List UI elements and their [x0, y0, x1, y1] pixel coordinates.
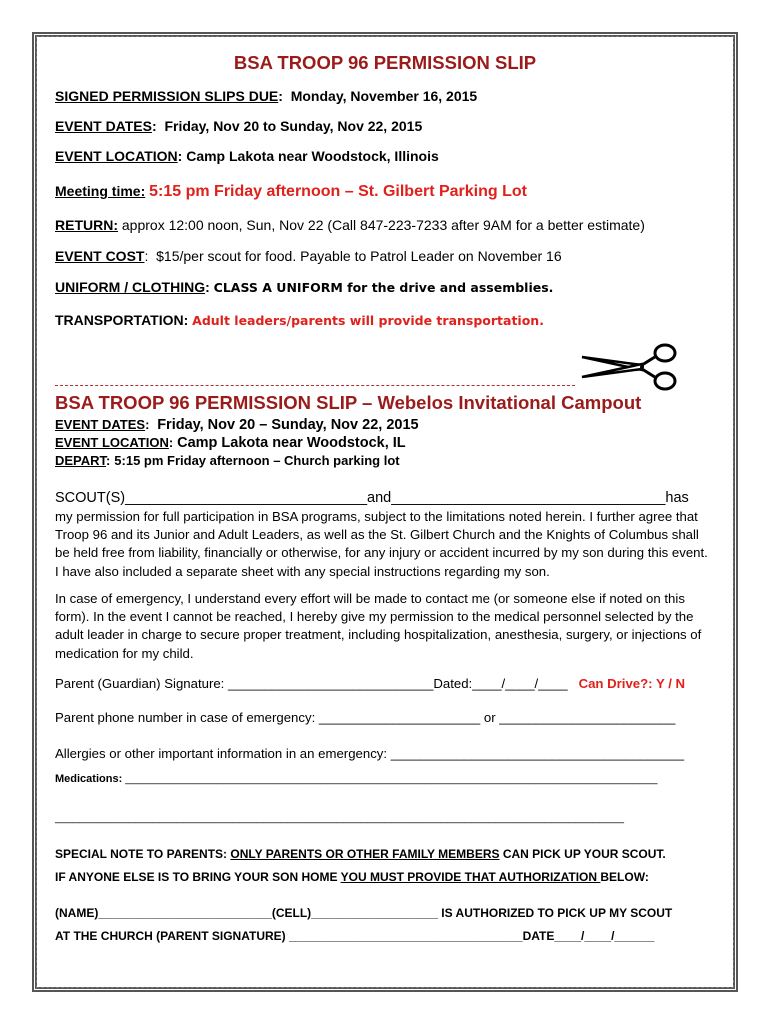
authorized-name-cell-field[interactable]: (NAME)__________________________(CELL)___________________ IS AUTHORIZED TO PICK UP MY SCOUT: [55, 906, 673, 920]
scissors-icon: [580, 343, 680, 391]
phone-field[interactable]: Parent phone number in case of emergency: ______________________ or ________________________: [55, 710, 676, 725]
dates-value: Friday, Nov 20 to Sunday, Nov 22, 2015: [164, 118, 423, 134]
slip-depart-value: 5:15 pm Friday afternoon – Church parking lot: [114, 453, 400, 468]
signature-line: [55, 676, 685, 691]
meeting-label: Meeting time:: [55, 183, 146, 199]
due-line: SIGNED PERMISSION SLIPS DUE: Monday, November 16, 2015: [55, 88, 478, 104]
medications-label: Medications:: [55, 773, 123, 785]
return-value: approx 12:00 noon, Sun, Nov 22 (Call 847-223-7233 after 9AM for a better estimate): [121, 217, 645, 233]
transport-value: Adult leaders/parents will provide transportation.: [192, 313, 544, 328]
slip-location-label: EVENT LOCATION: [55, 435, 169, 450]
return-label: RETURN:: [55, 217, 118, 233]
authorization-note: [55, 870, 649, 884]
location-line: EVENT LOCATION: Camp Lakota near Woodstock, Illinois: [55, 148, 439, 164]
location-value: Camp Lakota near Woodstock, Illinois: [186, 148, 439, 164]
special-note-prefix: SPECIAL NOTE TO PARENTS:: [55, 847, 231, 861]
cost-label: EVENT COST: [55, 248, 145, 264]
cost-value: $15/per scout for food. Payable to Patrol Leader on November 16: [156, 248, 562, 264]
special-note-emphasis: ONLY PARENTS OR OTHER FAMILY MEMBERS: [230, 847, 500, 861]
location-label: EVENT LOCATION: [55, 148, 178, 164]
parent-signature-date-field[interactable]: AT THE CHURCH (PARENT SIGNATURE) ___________________________________DATE____/____/______: [55, 929, 655, 943]
can-drive-field[interactable]: Can Drive?: Y / N: [578, 676, 686, 691]
page-title: BSA TROOP 96 PERMISSION SLIP: [233, 52, 537, 73]
special-note: [55, 847, 666, 861]
slip-depart-line: DEPART: 5:15 pm Friday afternoon – Church parking lot: [55, 453, 400, 468]
slip-location-value: Camp Lakota near Woodstock, IL: [177, 435, 406, 451]
slip-dates-value: Friday, Nov 20 – Sunday, Nov 22, 2015: [157, 417, 419, 433]
slip-depart-label: DEPART: [55, 453, 107, 468]
scouts-field[interactable]: SCOUT(S)______________________________and__________________________________has: [55, 490, 689, 506]
cut-line: [55, 385, 575, 386]
signature-field[interactable]: Parent (Guardian) Signature: ____________________________Dated:____/____/____: [55, 676, 568, 691]
return-line: [55, 217, 645, 233]
medications-line: [55, 773, 658, 785]
allergies-field[interactable]: Allergies or other important information in an emergency: ________________________________________: [55, 746, 685, 761]
meeting-value: 5:15 pm Friday afternoon – St. Gilbert Parking Lot: [149, 183, 527, 200]
extra-blank-line[interactable]: _____________________________________________________________________________________________: [55, 812, 624, 824]
uniform-label: UNIFORM / CLOTHING: [55, 279, 206, 295]
uniform-value: CLASS A UNIFORM for the drive and assemblies.: [213, 280, 554, 295]
slip-dates-label: EVENT DATES: [55, 417, 146, 432]
meeting-line: [55, 183, 527, 201]
slip-dates-line: EVENT DATES: Friday, Nov 20 – Sunday, Nov 22, 2015: [55, 417, 419, 433]
due-label: SIGNED PERMISSION SLIPS DUE: [55, 88, 279, 104]
uniform-line: UNIFORM / CLOTHING: CLASS A UNIFORM for the drive and assemblies.: [55, 279, 554, 295]
special-note-suffix: CAN PICK UP YOUR SCOUT.: [499, 847, 666, 861]
authorization-note-prefix: IF ANYONE ELSE IS TO BRING YOUR SON HOME: [55, 870, 341, 884]
cost-line: EVENT COST: $15/per scout for food. Payable to Patrol Leader on November 16: [55, 248, 562, 264]
emergency-paragraph: In case of emergency, I understand every effort will be made to contact me (or someone else if noted on this form). In the event I cannot be reached, I hereby give my permission to the medical personnel selected by the adult leader in charge to secure proper treatment, including hospitalization, anesthesia, surgery, or injections of medication for my child.: [55, 591, 702, 661]
transport-line: TRANSPORTATION: Adult leaders/parents will provide transportation.: [55, 312, 544, 328]
dates-line: EVENT DATES: Friday, Nov 20 to Sunday, Nov 22, 2015: [55, 118, 423, 134]
slip-location-line: EVENT LOCATION: Camp Lakota near Woodstock, IL: [55, 435, 406, 451]
authorization-note-emphasis: YOU MUST PROVIDE THAT AUTHORIZATION: [340, 870, 601, 884]
medications-field[interactable]: _______________________________________________________________________________________: [125, 773, 658, 785]
permission-paragraph: my permission for full participation in BSA programs, subject to the limitations noted herein. I further agree that Troop 96 and its Junior and Adult Leaders, as well as the St. Gilbert Church and the Knights of Columbus shall be held free from liability, financially or otherwise, for any injury or accident incurred by my son during this event. I have also included a separate sheet with any special instructions regarding my son.: [55, 509, 708, 579]
authorization-note-suffix: BELOW:: [600, 870, 649, 884]
transport-label: TRANSPORTATION: [55, 312, 184, 328]
slip-title: BSA TROOP 96 PERMISSION SLIP – Webelos Invitational Campout: [55, 392, 642, 413]
dates-label: EVENT DATES: [55, 118, 152, 134]
due-value: Monday, November 16, 2015: [290, 88, 478, 104]
